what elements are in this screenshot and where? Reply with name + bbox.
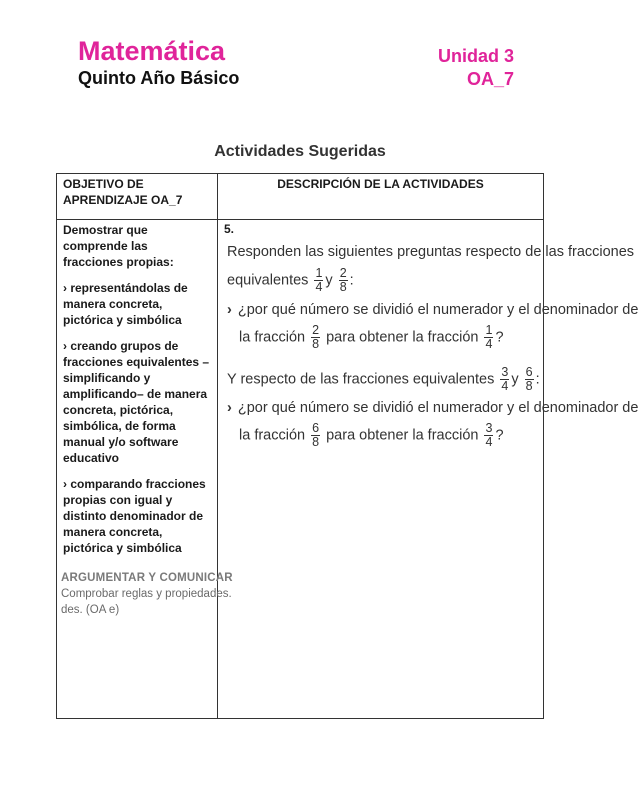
question-2-line-1: › ¿por qué número se dividió el numerador y el denominador de — [227, 400, 638, 416]
objective-code: OA_7 — [466, 69, 514, 89]
fraction-one-quarter: $\frac{1}{4}$ — [315, 266, 323, 294]
objective-column-header: OBJETIVO DE APRENDIZAJE OA_7 — [57, 174, 218, 220]
question-1-line-1: › ¿por qué número se dividió el numerador y el denominador de — [227, 302, 638, 318]
activities-table — [56, 173, 638, 719]
question-bullet: › — [227, 302, 232, 318]
question-2-line-2: la fracción $\frac{6}{8}$ para obtener la fracción $\frac{3}{4}$ ? — [239, 421, 504, 449]
question-1-line-2: la fracción $\frac{2}{8}$ para obtener la fracción $\frac{1}{4}$ ? — [239, 323, 504, 351]
objective-cell — [57, 220, 233, 719]
competence-line-1: Comprobar reglas y propiedades. — [61, 588, 232, 600]
fraction-two-eighths: $\frac{2}{8}$ — [312, 323, 320, 351]
question-bullet: › — [227, 400, 232, 416]
competence-line-2: des. (OA e) — [61, 604, 120, 616]
objective-bullet-compare: › comparando fracciones propias con igual y distinto denominador de manera concreta, pictórica y simbólica — [63, 477, 206, 555]
activity-intro: Responden las siguientes preguntas respecto de las fracciones — [227, 244, 635, 260]
fraction-two-eighths: $\frac{2}{8}$ — [339, 266, 347, 294]
objective-bullet-equivalent: › creando grupos de fracciones equivalentes –simplificando y amplificando– de manera concreta, pictórica, simbólica, de forma manual y/o software educativo — [63, 339, 210, 465]
activity-number: 5. — [224, 222, 235, 236]
activity-cell — [218, 220, 638, 719]
equivalents-line: equivalentes $\frac{1}{4}$ y $\frac{2}{8}$ : — [227, 266, 354, 294]
objective-intro: Demostrar que comprende las fracciones propias: — [63, 223, 174, 269]
subject-title: Matemática — [78, 36, 226, 66]
fraction-three-quarters: $\frac{3}{4}$ — [501, 365, 509, 393]
section-title: Actividades Sugeridas — [214, 143, 386, 160]
fraction-six-eighths: $\frac{6}{8}$ — [312, 421, 320, 449]
fraction-one-quarter: $\frac{1}{4}$ — [485, 323, 493, 351]
competence-title: ARGUMENTAR Y COMUNICAR — [61, 572, 233, 584]
equivalents-label: equivalentes — [227, 272, 309, 289]
table-header-row — [57, 174, 544, 220]
table-row — [57, 220, 544, 719]
description-column-header: DESCRIPCIÓN DE LA ACTIVIDADES — [218, 174, 544, 220]
fraction-six-eighths: $\frac{6}{8}$ — [525, 365, 533, 393]
fraction-three-quarters: $\frac{3}{4}$ — [485, 421, 493, 449]
activity-excerpt — [227, 242, 638, 472]
grade-level: Quinto Año Básico — [78, 68, 240, 88]
unit-label: Unidad 3 — [437, 46, 514, 66]
competence-block — [61, 570, 233, 618]
objective-bullet-represent: › representándolas de manera concreta, pictórica y simbólica — [63, 281, 188, 327]
second-intro-line: Y respecto de las fracciones equivalentes $\frac{3}{4}$ y $\frac{6}{8}$ : — [227, 365, 540, 393]
